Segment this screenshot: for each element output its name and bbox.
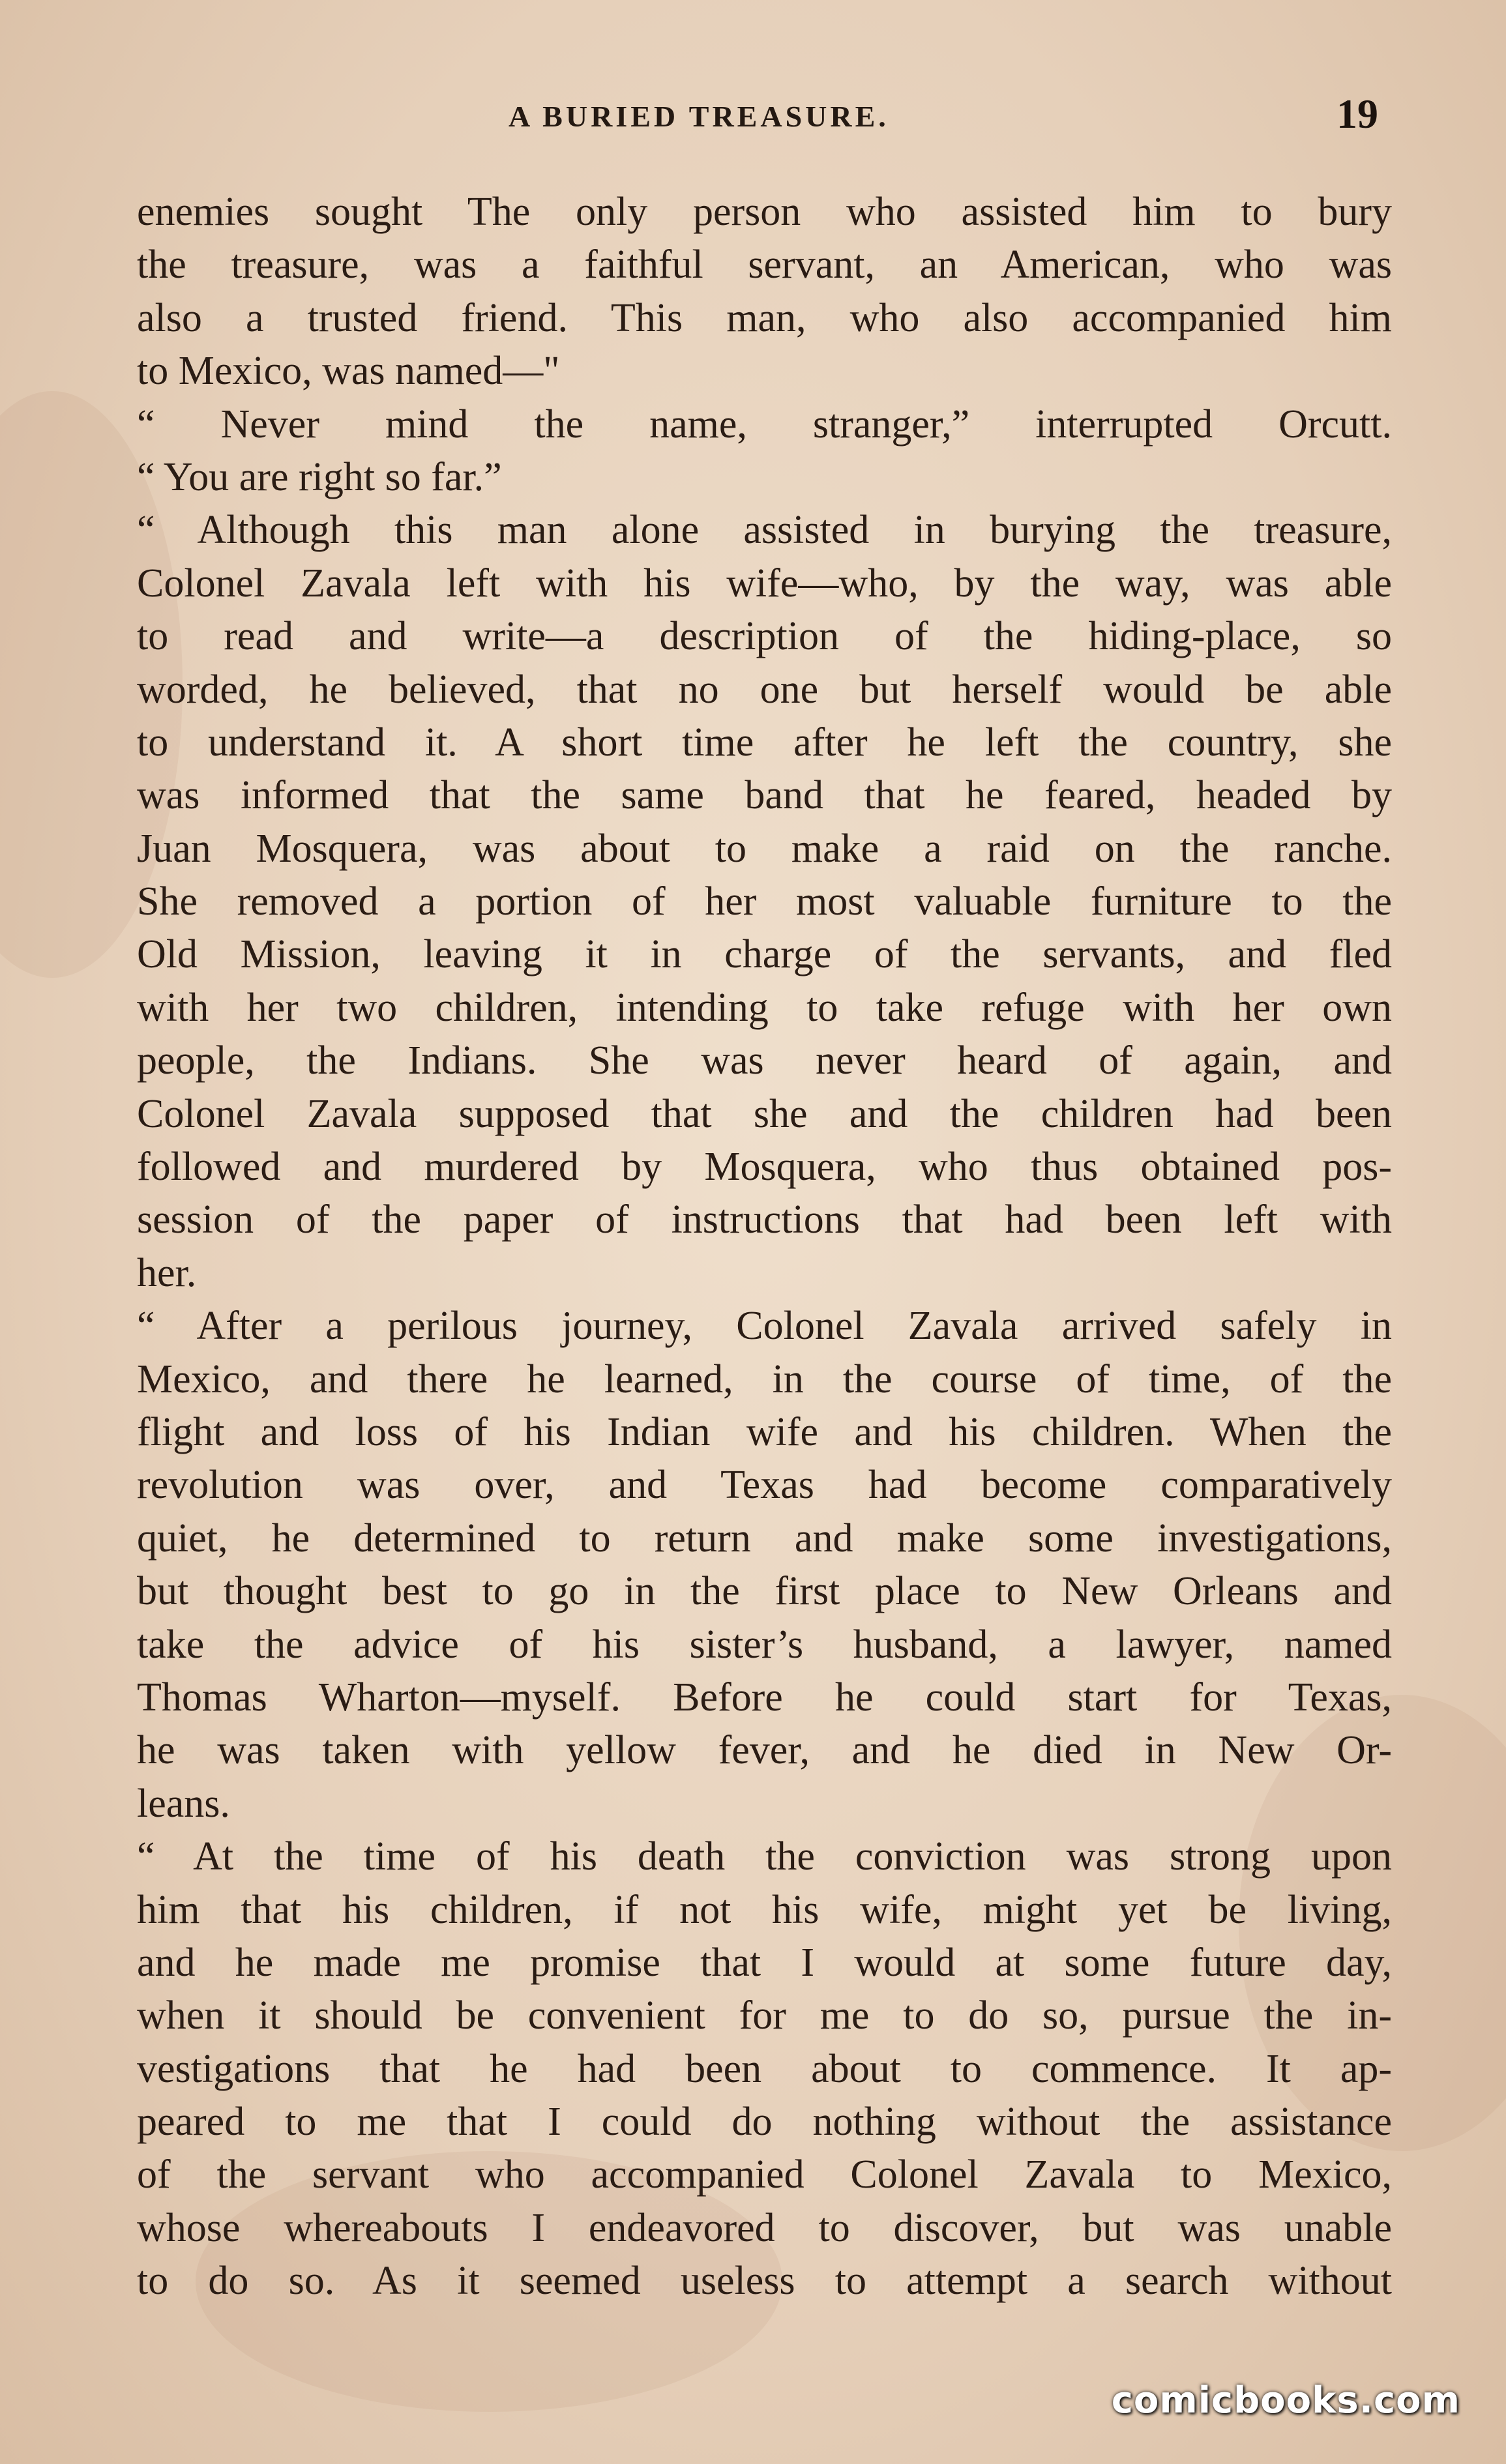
text-line: Thomas Wharton—myself. Before he could start for Texas, — [137, 1675, 1392, 1720]
text-line: Colonel Zavala supposed that she and the children had been — [137, 1091, 1392, 1136]
text-line: him that his children, if not his wife, might yet be living, — [137, 1887, 1392, 1932]
text-line: revolution was over, and Texas had become comparatively — [137, 1463, 1392, 1508]
text-line: also a trusted friend. This man, who also accompanied him — [137, 295, 1392, 340]
text-line: followed and murdered by Mosquera, who thus obtained pos- — [137, 1145, 1392, 1190]
text-line: Old Mission, leaving it in charge of the servants, and fled — [137, 932, 1392, 977]
text-line: enemies sought The only person who assisted him to bury — [137, 190, 1392, 234]
text-line: to read and write—a description of the hiding-place, so — [137, 614, 1392, 659]
text-line: with her two children, intending to take refuge with her own — [137, 985, 1392, 1030]
text-line: when it should be convenient for me to do so, pursue the in- — [137, 1993, 1392, 2038]
text-line: “ After a perilous journey, Colonel Zavala arrived safely in — [137, 1304, 1392, 1349]
watermark: comicbooks.com — [1111, 2379, 1460, 2422]
text-line: “ Never mind the name, stranger,” interrupted Orcutt. — [137, 402, 1392, 447]
text-line: flight and loss of his Indian wife and his children. When the — [137, 1409, 1392, 1454]
running-header — [0, 85, 1506, 137]
text-line: and he made me promise that I would at some future day, — [137, 1940, 1392, 1985]
text-line: to do so. As it seemed useless to attempt a search without — [137, 2259, 1392, 2304]
text-line: Colonel Zavala left with his wife—who, by the way, was able — [137, 561, 1392, 606]
text-line: people, the Indians. She was never heard of again, and — [137, 1038, 1392, 1083]
body-text — [137, 186, 1392, 2308]
text-line: “ Although this man alone assisted in burying the treasure, — [137, 508, 1392, 553]
text-line: quiet, he determined to return and make some investigations, — [137, 1516, 1392, 1561]
text-line: Mexico, and there he learned, in the course of time, of the — [137, 1357, 1392, 1401]
text-line: her. — [137, 1250, 197, 1295]
text-line: take the advice of his sister’s husband, a lawyer, named — [137, 1622, 1392, 1667]
text-line: to understand it. A short time after he left the country, she — [137, 720, 1392, 765]
text-line: the treasure, was a faithful servant, an American, who was — [137, 242, 1392, 287]
text-line: was informed that the same band that he feared, headed by — [137, 773, 1392, 818]
running-title: A BURIED TREASURE. — [509, 100, 889, 133]
text-line: “ At the time of his death the conviction was strong upon — [137, 1834, 1392, 1879]
text-line: vestigations that he had been about to commence. It ap- — [137, 2046, 1392, 2091]
text-line: session of the paper of instructions that had been left with — [137, 1197, 1392, 1242]
page-number: 19 — [1336, 91, 1378, 137]
text-line: peared to me that I could do nothing without the assistance — [137, 2100, 1392, 2145]
text-line: whose whereabouts I endeavored to discover, but was unable — [137, 2205, 1392, 2250]
text-line: Juan Mosquera, was about to make a raid on the ranche. — [137, 826, 1392, 871]
text-line: “ You are right so far.” — [137, 454, 502, 499]
text-line: worded, he believed, that no one but herself would be able — [137, 667, 1392, 712]
text-line: to Mexico, was named—" — [137, 349, 560, 394]
text-line: She removed a portion of her most valuable furniture to the — [137, 879, 1392, 924]
text-line: of the servant who accompanied Colonel Zavala to Mexico, — [137, 2152, 1392, 2197]
text-line: leans. — [137, 1781, 230, 1826]
text-line: he was taken with yellow fever, and he died in New Or- — [137, 1728, 1392, 1773]
text-line: but thought best to go in the first place to New Orleans and — [137, 1569, 1392, 1614]
